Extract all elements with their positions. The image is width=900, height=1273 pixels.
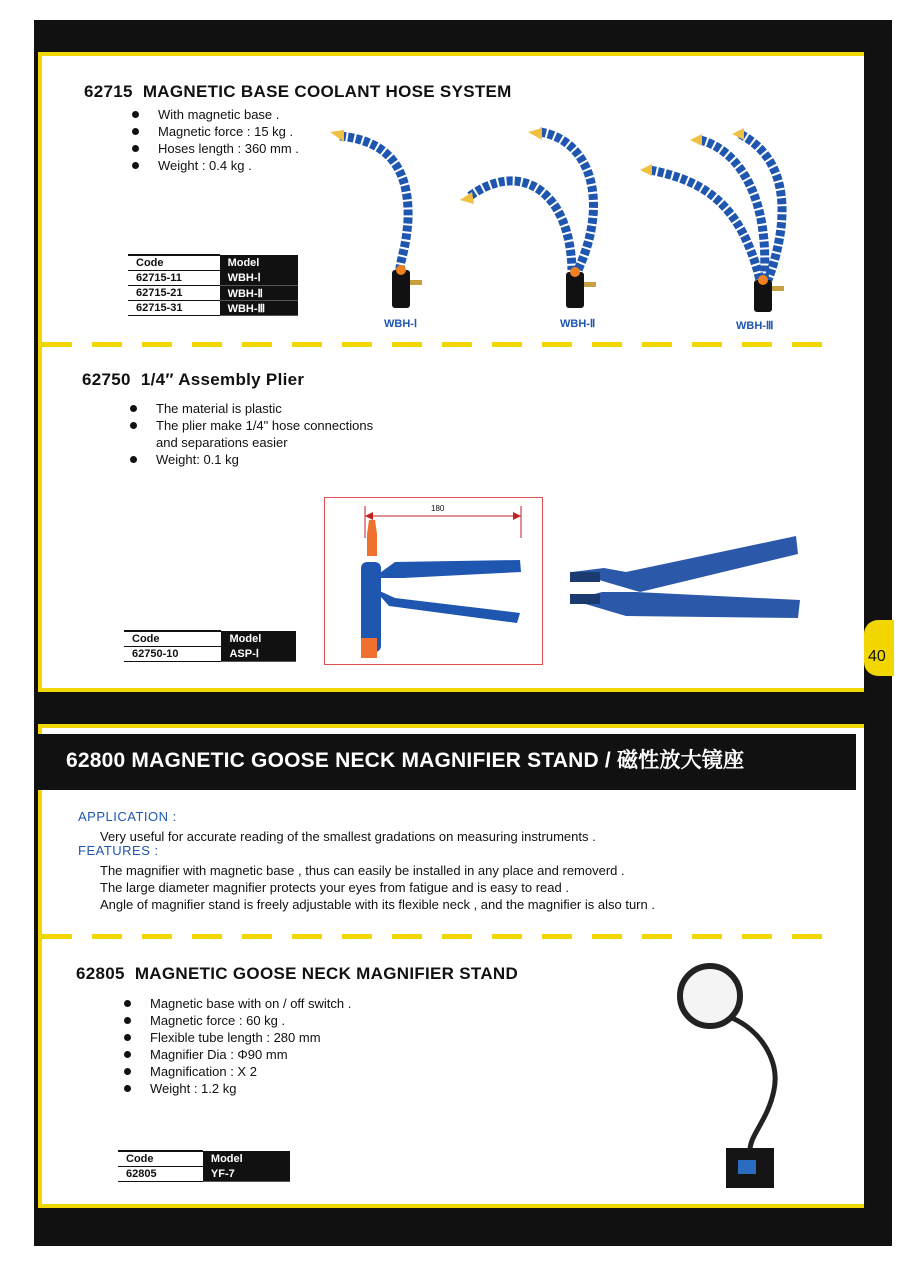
label-wbh-2: WBH-Ⅱ [560, 318, 596, 330]
label-wbh-1: WBH-Ⅰ [384, 318, 418, 330]
hose-wbh-1-image [330, 130, 422, 308]
table-row: 62715-21 WBH-Ⅱ [128, 286, 298, 301]
section-62805-title: 62805 MAGNETIC GOOSE NECK MAGNIFIER STAND [76, 964, 519, 983]
feature-item: Magnification : X 2 [122, 1063, 351, 1080]
feature-item: Weight: 0.1 kg [128, 451, 373, 468]
plier-dimension-drawing [324, 497, 543, 665]
feature-item: Magnetic base with on / off switch . [122, 995, 351, 1012]
coolant-hose-illustrations [320, 120, 820, 320]
plier-photo [566, 530, 806, 640]
hose-wbh-2-image [460, 128, 596, 308]
feature-item: The material is plastic [128, 400, 373, 417]
application-label: APPLICATION : [78, 809, 177, 824]
code-model-table-62750: Code Model 62750-10 ASP-Ⅰ [124, 630, 296, 662]
code-model-table-62805: Code Model 62805 YF-7 [118, 1150, 290, 1182]
table-row: 62750-10 ASP-Ⅰ [124, 647, 296, 662]
section-62715-features [130, 106, 299, 174]
section-62805-features [122, 995, 351, 1097]
feature-item: Hoses length : 360 mm . [130, 140, 299, 157]
feature-line: The large diameter magnifier protects your eyes from fatigue and is easy to read . [100, 880, 569, 895]
section-62750-features [128, 400, 373, 468]
feature-item: Magnetic force : 60 kg . [122, 1012, 351, 1029]
application-text: Very useful for accurate reading of the smallest gradations on measuring instruments . [100, 829, 596, 844]
hose-wbh-3-image [640, 128, 784, 312]
section-62750-title: 62750 1/4″ Assembly Plier [82, 370, 305, 389]
feature-item: Weight : 0.4 kg . [130, 157, 299, 174]
feature-line: The magnifier with magnetic base , thus can easily be installed in any place and removerd . [100, 863, 625, 878]
feature-item: Weight : 1.2 kg [122, 1080, 351, 1097]
dashed-divider [42, 342, 842, 347]
page-number-tab [864, 620, 894, 676]
banner-title: 62800 MAGNETIC GOOSE NECK MAGNIFIER STAND / 磁性放大镜座 [66, 749, 745, 772]
feature-line: Angle of magnifier stand is freely adjustable with its flexible neck , and the magnifier is also turn . [100, 897, 655, 912]
magnifier-stand-image [670, 960, 790, 1190]
table-row: 62715-11 WBH-Ⅰ [128, 271, 298, 286]
label-wbh-3: WBH-Ⅲ [736, 320, 774, 332]
feature-item-continued: and separations easier [156, 435, 288, 450]
feature-item: Flexible tube length : 280 mm [122, 1029, 351, 1046]
feature-item: Magnifier Dia : Φ90 mm [122, 1046, 351, 1063]
feature-item: With magnetic base . [130, 106, 299, 123]
page-number: 40 [868, 648, 886, 665]
table-row: 62715-31 WBH-Ⅲ [128, 301, 298, 316]
feature-item: The plier make 1/4" hose connections [128, 417, 373, 434]
feature-item: Magnetic force : 15 kg . [130, 123, 299, 140]
dimension-label: 180 [431, 504, 445, 513]
dashed-divider [42, 934, 842, 939]
table-row: 62805 YF-7 [118, 1167, 290, 1182]
code-model-table-62715: Code Model 62715-11 WBH-Ⅰ 62715-21 WBH-Ⅱ 62715-31 WBH-Ⅲ [128, 254, 298, 316]
section-62715-title: 62715 MAGNETIC BASE COOLANT HOSE SYSTEM [84, 82, 512, 101]
features-label: FEATURES : [78, 843, 159, 858]
